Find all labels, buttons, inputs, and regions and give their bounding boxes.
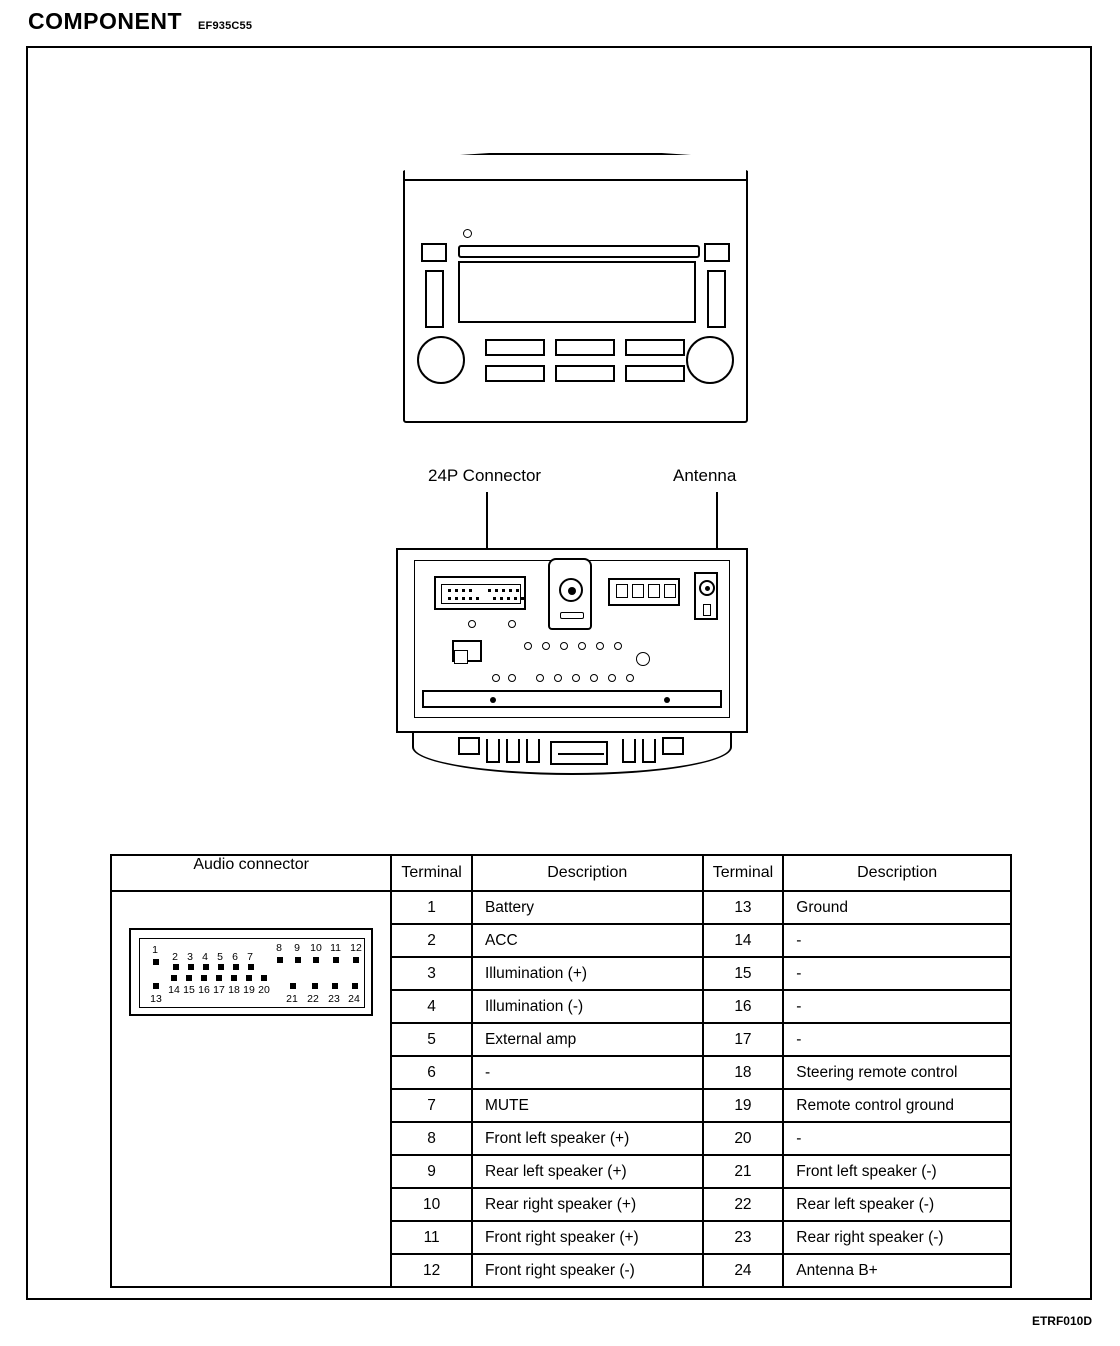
document-code: ETRF010D	[1031, 1314, 1092, 1328]
rear-tab-left	[458, 737, 480, 755]
callout-24p-connector: 24P Connector	[428, 466, 542, 485]
rear-vent-5	[596, 642, 604, 650]
description-cell: -	[783, 1122, 1011, 1155]
rear-vent-1	[524, 642, 532, 650]
rear-vent-3	[560, 642, 568, 650]
header-audio-connector: Audio connector	[111, 855, 391, 891]
pinout-table-wrapper	[110, 854, 1012, 1288]
pin-label-1: 1	[152, 944, 158, 956]
preset-button-3	[625, 339, 685, 356]
description-cell: MUTE	[472, 1089, 703, 1122]
rear-center-tower	[548, 558, 592, 630]
pin-label-8: 8	[276, 942, 282, 954]
terminal-cell: 7	[391, 1089, 472, 1122]
preset-button-1	[485, 339, 545, 356]
pin-label-19: 19	[243, 984, 255, 996]
rear-vent-2	[542, 642, 550, 650]
rear-chip-component	[452, 640, 482, 662]
pin-square-1	[153, 959, 159, 965]
rear-screw-hole-4	[508, 674, 516, 682]
terminal-cell: 23	[703, 1221, 784, 1254]
header-description-right: Description	[783, 855, 1011, 891]
description-cell: Front left speaker (+)	[472, 1122, 703, 1155]
terminal-cell: 6	[391, 1056, 472, 1089]
pin-label-18: 18	[228, 984, 240, 996]
terminal-cell: 8	[391, 1122, 472, 1155]
terminal-cell: 21	[703, 1155, 784, 1188]
table-row	[111, 891, 1011, 924]
pin-label-15: 15	[183, 984, 195, 996]
rear-center-bracket	[550, 741, 608, 765]
description-cell: Ground	[783, 891, 1011, 924]
rear-screw-hole-3	[492, 674, 500, 682]
description-cell: External amp	[472, 1023, 703, 1056]
description-cell: -	[783, 1023, 1011, 1056]
head-unit-rear-view	[396, 548, 748, 780]
terminal-cell: 19	[703, 1089, 784, 1122]
terminal-cell: 3	[391, 957, 472, 990]
terminal-cell: 2	[391, 924, 472, 957]
rear-fin-3	[526, 739, 540, 763]
rear-mounting-skirt	[412, 731, 732, 775]
rear-screw-hole-1	[468, 620, 476, 628]
description-cell: Illumination (-)	[472, 990, 703, 1023]
header-description-left: Description	[472, 855, 703, 891]
diagram-frame	[26, 46, 1092, 1300]
pin-label-13: 13	[150, 993, 162, 1005]
antenna-jack-icon	[699, 580, 715, 596]
description-cell: -	[783, 990, 1011, 1023]
terminal-cell: 18	[703, 1056, 784, 1089]
pin-label-4: 4	[202, 951, 208, 963]
description-cell: -	[783, 957, 1011, 990]
description-cell: Front right speaker (+)	[472, 1221, 703, 1254]
audio-connector-diagram-cell	[111, 891, 391, 1287]
terminal-cell: 24	[703, 1254, 784, 1287]
connector-pin-diagram	[129, 928, 373, 1016]
description-cell: Rear right speaker (+)	[472, 1188, 703, 1221]
pin-label-21: 21	[286, 993, 298, 1005]
right-knob	[686, 336, 734, 384]
pin-label-6: 6	[232, 951, 238, 963]
rear-vent-4	[578, 642, 586, 650]
terminal-cell: 1	[391, 891, 472, 924]
pin-label-2: 2	[172, 951, 178, 963]
terminal-cell: 22	[703, 1188, 784, 1221]
description-cell: Front left speaker (-)	[783, 1155, 1011, 1188]
header-terminal-right: Terminal	[703, 855, 784, 891]
terminal-cell: 5	[391, 1023, 472, 1056]
pin-label-7: 7	[247, 951, 253, 963]
pin-label-10: 10	[310, 942, 322, 954]
disc-slot	[458, 245, 700, 258]
terminal-cell: 11	[391, 1221, 472, 1254]
pin-square-13	[153, 983, 159, 989]
rear-vent-7	[536, 674, 544, 682]
rear-tab-right	[662, 737, 684, 755]
rear-connector-pin-row-top	[448, 589, 519, 592]
description-cell: Remote control ground	[783, 1089, 1011, 1122]
rear-connector-pin-row-bottom	[448, 597, 524, 600]
rear-block-connector	[608, 578, 680, 606]
rear-tower-port-icon	[559, 578, 583, 602]
description-cell: Steering remote control	[783, 1056, 1011, 1089]
description-cell: Front right speaker (-)	[472, 1254, 703, 1287]
left-tall-button	[425, 270, 444, 328]
table-header-row	[111, 855, 1011, 891]
connector-pin-diagram-inner	[139, 938, 365, 1008]
rear-vent-8	[554, 674, 562, 682]
page-header	[28, 8, 252, 35]
pin-label-23: 23	[328, 993, 340, 1005]
rear-antenna-jack	[694, 572, 718, 620]
rear-bottom-bar	[422, 690, 722, 708]
description-cell: Battery	[472, 891, 703, 924]
pin-label-17: 17	[213, 984, 225, 996]
rear-large-hole	[636, 652, 650, 666]
pinout-table	[110, 854, 1012, 1288]
right-tall-button	[707, 270, 726, 328]
pin-label-24: 24	[348, 993, 360, 1005]
pin-label-3: 3	[187, 951, 193, 963]
terminal-cell: 20	[703, 1122, 784, 1155]
rear-24p-connector-body	[441, 584, 521, 604]
left-top-button	[421, 243, 447, 262]
head-unit-front-view	[403, 153, 748, 423]
left-knob	[417, 336, 465, 384]
terminal-cell: 10	[391, 1188, 472, 1221]
header-terminal-left: Terminal	[391, 855, 472, 891]
page-reference-code: EF935C55	[198, 20, 253, 32]
terminal-cell: 12	[391, 1254, 472, 1287]
rear-vent-6	[614, 642, 622, 650]
page-title: COMPONENT	[28, 8, 182, 34]
rear-24p-connector	[434, 576, 526, 610]
pin-label-22: 22	[307, 993, 319, 1005]
rear-vent-11	[608, 674, 616, 682]
description-cell: -	[783, 924, 1011, 957]
pin-label-12: 12	[350, 942, 362, 954]
pin-label-9: 9	[294, 942, 300, 954]
terminal-cell: 9	[391, 1155, 472, 1188]
display-screen	[458, 261, 696, 323]
description-cell: ACC	[472, 924, 703, 957]
rear-fin-4	[622, 739, 636, 763]
pin-label-20: 20	[258, 984, 270, 996]
description-cell: Rear left speaker (+)	[472, 1155, 703, 1188]
description-cell: Antenna B+	[783, 1254, 1011, 1287]
terminal-cell: 4	[391, 990, 472, 1023]
terminal-cell: 14	[703, 924, 784, 957]
pin-label-14: 14	[168, 984, 180, 996]
rear-screw-hole-2	[508, 620, 516, 628]
pin-label-16: 16	[198, 984, 210, 996]
preset-button-2	[555, 339, 615, 356]
antenna-jack-base	[703, 604, 711, 616]
rear-vent-9	[572, 674, 580, 682]
terminal-cell: 17	[703, 1023, 784, 1056]
rear-vent-12	[626, 674, 634, 682]
rear-fin-5	[642, 739, 656, 763]
description-cell: Rear right speaker (-)	[783, 1221, 1011, 1254]
pin-label-5: 5	[217, 951, 223, 963]
preset-button-4	[485, 365, 545, 382]
right-top-button	[704, 243, 730, 262]
description-cell: Rear left speaker (-)	[783, 1188, 1011, 1221]
rear-vent-10	[590, 674, 598, 682]
preset-button-6	[625, 365, 685, 382]
rear-fin-2	[506, 739, 520, 763]
callout-antenna: Antenna	[673, 466, 737, 485]
description-cell: Illumination (+)	[472, 957, 703, 990]
terminal-cell: 16	[703, 990, 784, 1023]
faceplate-top-line	[405, 179, 746, 181]
description-cell: -	[472, 1056, 703, 1089]
preset-button-5	[555, 365, 615, 382]
rear-fin-1	[486, 739, 500, 763]
pin-label-11: 11	[330, 942, 342, 954]
eject-indicator-icon	[463, 229, 472, 238]
terminal-cell: 13	[703, 891, 784, 924]
terminal-cell: 15	[703, 957, 784, 990]
rear-tower-slot	[560, 612, 584, 619]
